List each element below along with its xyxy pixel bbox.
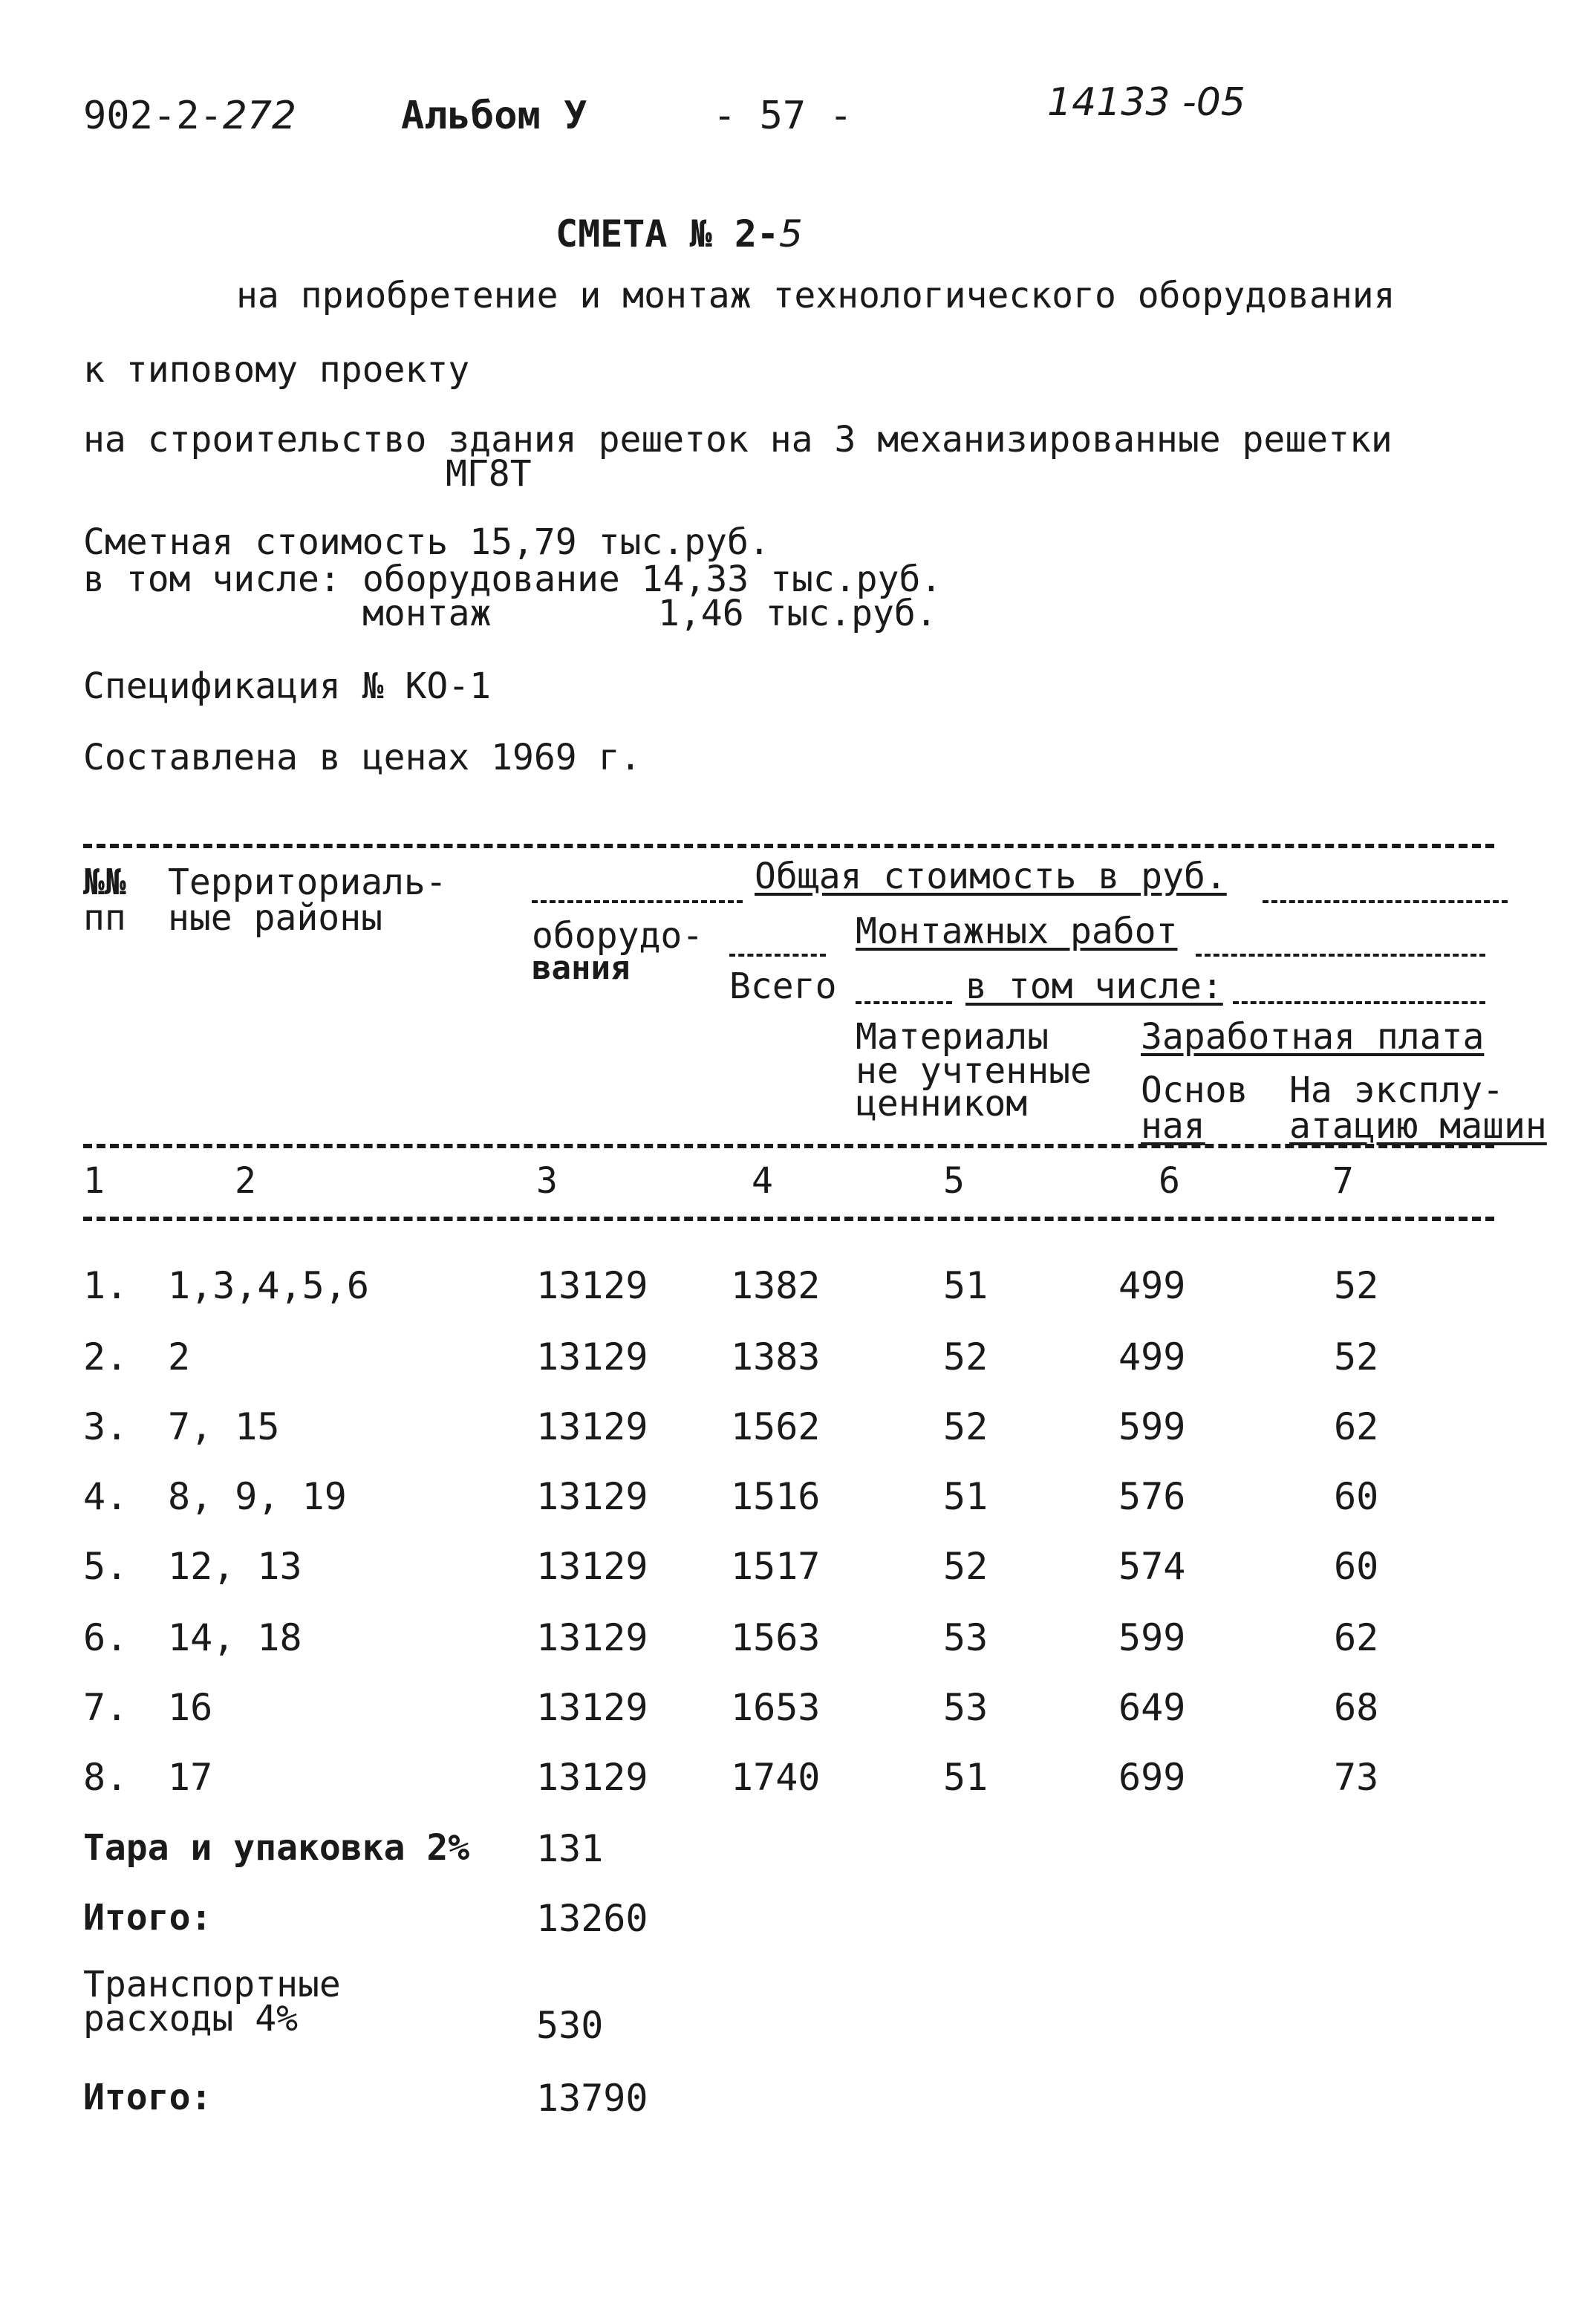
row-number: 3. <box>83 1405 128 1448</box>
transport-label-2: расходы 4% <box>83 1998 298 2040</box>
including-label: в том числе: <box>83 559 341 600</box>
col-numbers-bottom-rule <box>83 1217 1494 1221</box>
row-total: 1517 <box>731 1545 821 1588</box>
header-basic-1: Основ <box>1141 1070 1248 1111</box>
row-basic: 599 <box>1118 1616 1186 1659</box>
document-series: 902-2-272 <box>83 94 297 138</box>
row-number: 2. <box>83 1335 128 1379</box>
row-materials: 52 <box>943 1405 988 1448</box>
row-regions: 8, 9, 19 <box>168 1475 347 1518</box>
row-equipment: 13129 <box>536 1335 648 1379</box>
row-equipment: 13129 <box>536 1405 648 1448</box>
subtotal-value: 13260 <box>536 1897 648 1940</box>
handwritten-code: 14133 -05 <box>1047 80 1245 125</box>
header-including: в том числе: <box>965 966 1223 1007</box>
row-basic: 576 <box>1118 1475 1186 1518</box>
header-salary: Заработная плата <box>1141 1016 1485 1058</box>
row-number: 1. <box>83 1264 128 1307</box>
row-number: 4. <box>83 1475 128 1518</box>
header-equipment-2: вания <box>532 949 631 987</box>
header-materials-2: не учтенные <box>856 1050 1092 1092</box>
transport-label-1: Транспортные <box>83 1964 341 2005</box>
equipment-cost: оборудование 14,33 тыс.руб. <box>362 559 942 600</box>
incl-rule-left <box>856 1001 952 1004</box>
col-number-7: 7 <box>1332 1160 1354 1202</box>
row-regions: 14, 18 <box>168 1616 302 1659</box>
row-materials: 51 <box>943 1264 988 1307</box>
row-total: 1563 <box>731 1616 821 1659</box>
row-equipment: 13129 <box>536 1616 648 1659</box>
row-total: 1653 <box>731 1686 821 1729</box>
row-regions: 1,3,4,5,6 <box>168 1264 369 1307</box>
row-basic: 699 <box>1118 1756 1186 1799</box>
packaging-value: 131 <box>536 1827 604 1870</box>
total-label: Итого: <box>83 2077 212 2118</box>
row-basic: 574 <box>1118 1545 1186 1588</box>
album-label: Альбом У <box>401 94 587 138</box>
header-materials-3: ценником <box>856 1083 1028 1124</box>
header-total: Всего <box>729 966 837 1007</box>
row-machines: 60 <box>1334 1545 1379 1588</box>
row-total: 1383 <box>731 1335 821 1379</box>
mount-works-rule-left <box>729 954 826 957</box>
header-basic-2: ная <box>1141 1105 1205 1147</box>
total-cost-rule-left <box>532 900 743 903</box>
row-regions: 12, 13 <box>168 1545 302 1588</box>
mounting-label: монтаж <box>362 593 492 634</box>
row-total: 1740 <box>731 1756 821 1799</box>
total-cost-rule-right <box>1263 900 1508 903</box>
row-number: 8. <box>83 1756 128 1799</box>
row-materials: 51 <box>943 1756 988 1799</box>
mount-works-rule-right <box>1196 954 1485 957</box>
row-materials: 52 <box>943 1335 988 1379</box>
header-machines-1: На эксплу- <box>1289 1070 1504 1111</box>
col-number-2: 2 <box>235 1160 256 1202</box>
title-line-3: на строительство здания решеток на 3 механизированные решетки <box>83 419 1393 460</box>
row-number: 7. <box>83 1686 128 1729</box>
row-regions: 2 <box>168 1335 191 1379</box>
title-line-1: на приобретение и монтаж технологического оборудования <box>236 275 1395 316</box>
packaging-label: Тара и упаковка 2% <box>83 1827 470 1869</box>
header-regions-2: ные районы <box>168 897 382 939</box>
header-num: №№ <box>83 862 126 903</box>
title-line-3-sub: МГ8Т <box>446 453 532 495</box>
incl-rule-right <box>1233 1001 1485 1004</box>
header-bottom-rule <box>83 1144 1494 1148</box>
row-machines: 60 <box>1334 1475 1379 1518</box>
estimate-number-handwritten: 5 <box>779 212 803 255</box>
header-total-cost: Общая стоимость в руб. <box>755 856 1227 897</box>
row-regions: 7, 15 <box>168 1405 280 1448</box>
header-mount-works: Монтажных работ <box>856 911 1178 952</box>
col-number-1: 1 <box>83 1160 105 1202</box>
mounting-cost: 1,46 тыс.руб. <box>658 593 937 634</box>
row-materials: 53 <box>943 1616 988 1659</box>
col-number-5: 5 <box>943 1160 965 1202</box>
row-regions: 17 <box>168 1756 213 1799</box>
row-machines: 62 <box>1334 1405 1379 1448</box>
row-machines: 62 <box>1334 1616 1379 1659</box>
row-number: 5. <box>83 1545 128 1588</box>
row-machines: 68 <box>1334 1686 1379 1729</box>
header-num-2: пп <box>83 897 126 939</box>
row-machines: 73 <box>1334 1756 1379 1799</box>
header-equipment-1: оборудо- <box>532 915 704 957</box>
col-number-4: 4 <box>752 1160 773 1202</box>
row-equipment: 13129 <box>536 1475 648 1518</box>
specification: Спецификация № КО-1 <box>83 665 492 707</box>
estimated-cost: Сметная стоимость 15,79 тыс.руб. <box>83 521 770 563</box>
header-materials-1: Материалы <box>856 1016 1049 1058</box>
row-equipment: 13129 <box>536 1264 648 1307</box>
row-regions: 16 <box>168 1686 213 1729</box>
row-number: 6. <box>83 1616 128 1659</box>
row-materials: 53 <box>943 1686 988 1729</box>
row-basic: 499 <box>1118 1264 1186 1307</box>
row-machines: 52 <box>1334 1335 1379 1379</box>
row-basic: 499 <box>1118 1335 1186 1379</box>
subtotal-label: Итого: <box>83 1897 212 1939</box>
row-equipment: 13129 <box>536 1545 648 1588</box>
page-number: - 57 - <box>713 94 853 138</box>
title-line-2: к типовому проекту <box>83 349 470 391</box>
price-basis: Составлена в ценах 1969 г. <box>83 737 642 778</box>
row-total: 1516 <box>731 1475 821 1518</box>
estimate-title: СМЕТА № 2-5 <box>556 212 803 255</box>
row-equipment: 13129 <box>536 1756 648 1799</box>
row-materials: 52 <box>943 1545 988 1588</box>
row-materials: 51 <box>943 1475 988 1518</box>
transport-value: 530 <box>536 2004 604 2047</box>
row-basic: 649 <box>1118 1686 1186 1729</box>
row-total: 1562 <box>731 1405 821 1448</box>
header-machines-2: атацию машин <box>1289 1105 1547 1147</box>
total-value: 13790 <box>536 2077 648 2120</box>
col-number-3: 3 <box>536 1160 558 1202</box>
row-equipment: 13129 <box>536 1686 648 1729</box>
row-total: 1382 <box>731 1264 821 1307</box>
col-number-6: 6 <box>1159 1160 1180 1202</box>
document-series-handwritten: 272 <box>222 94 297 138</box>
row-machines: 52 <box>1334 1264 1379 1307</box>
row-basic: 599 <box>1118 1405 1186 1448</box>
header-regions-1: Территориаль- <box>168 862 447 903</box>
table-top-rule <box>83 844 1494 848</box>
